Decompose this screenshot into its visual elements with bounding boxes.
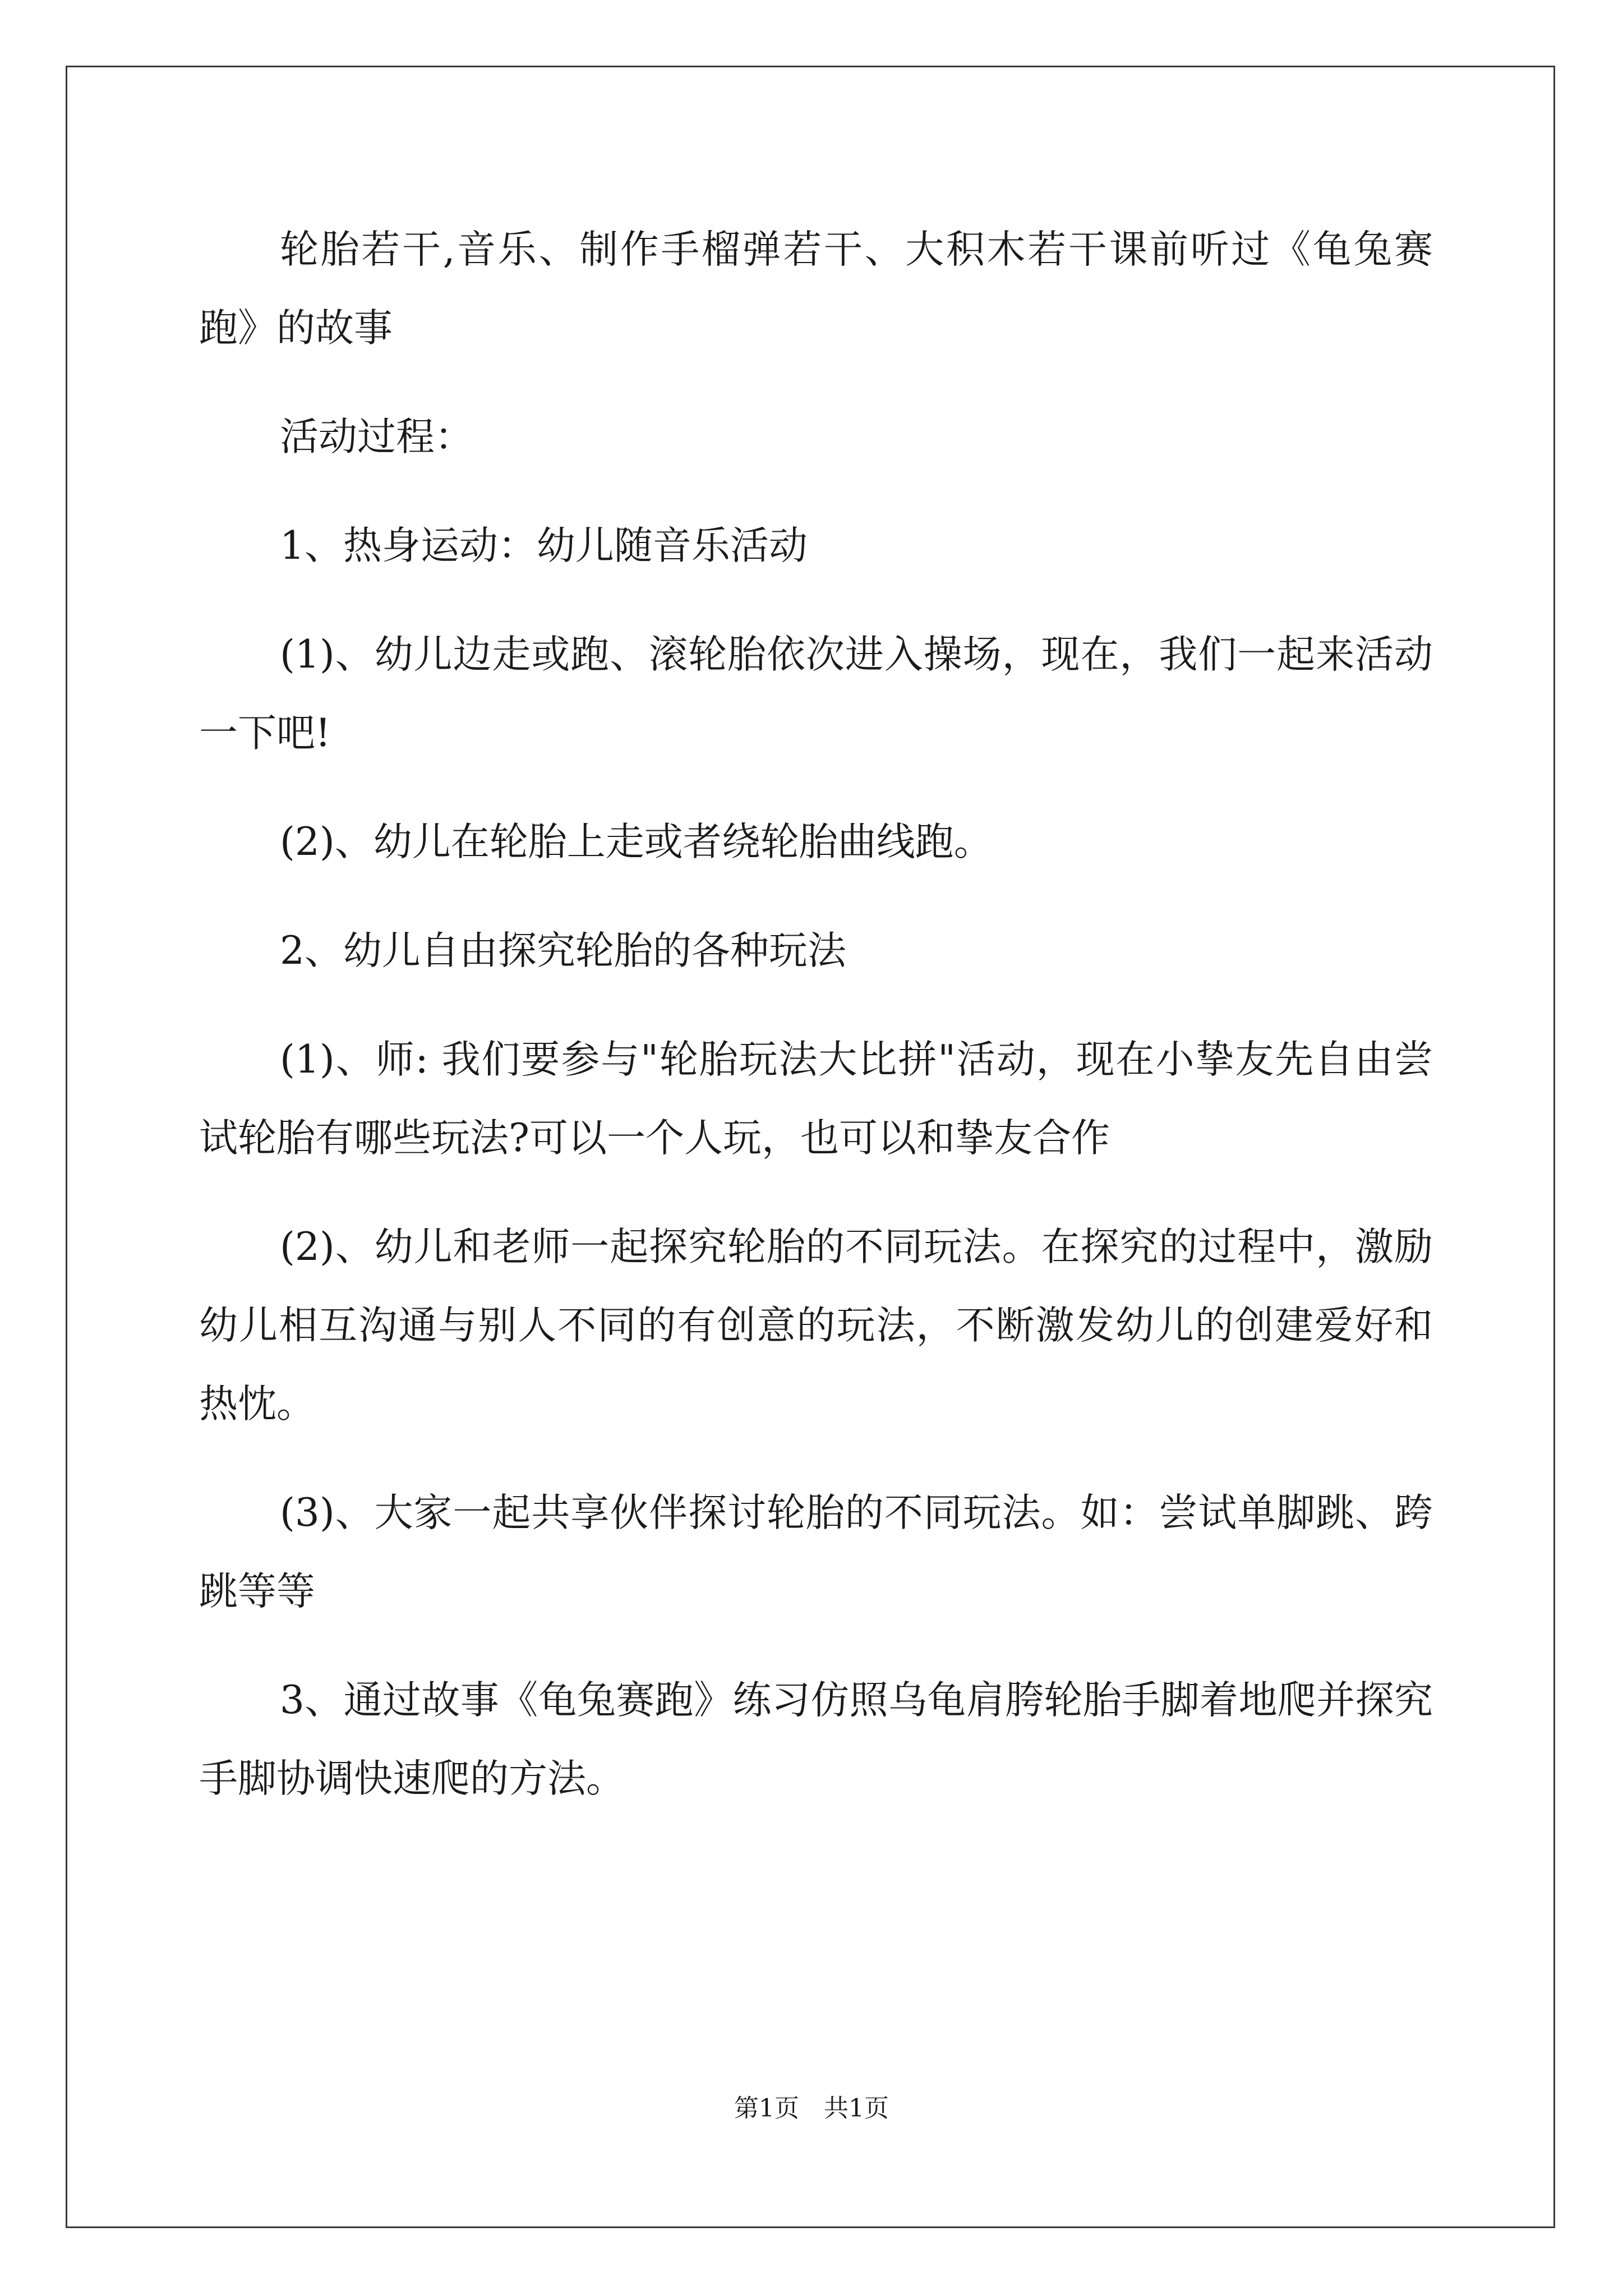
page-footer: 第1页 共1页 bbox=[734, 2094, 889, 2123]
paragraph: (1)、幼儿边走或跑、滚轮胎依次进入操场，现在，我们一起来活动一下吧! bbox=[199, 632, 1433, 756]
paragraph: (2)、幼儿在轮胎上走或者绕轮胎曲线跑。 bbox=[280, 820, 993, 864]
document-body bbox=[199, 210, 1433, 1848]
paragraph: (3)、大家一起共享伙伴探讨轮胎的不同玩法。如：尝试单脚跳、跨跳等等 bbox=[199, 1490, 1433, 1614]
paragraph: 轮胎若干,音乐、制作手榴弹若干、大积木若干课前听过《龟兔赛跑》的故事 bbox=[199, 227, 1433, 351]
paragraph: 活动过程： bbox=[280, 415, 473, 459]
paragraph: 2、幼儿自由探究轮胎的各种玩法 bbox=[280, 928, 846, 973]
paragraph: (2)、幼儿和老师一起探究轮胎的不同玩法。在探究的过程中，激励幼儿相互沟通与别人不同的有创意的玩法，不断激发幼儿的创建爱好和热忱。 bbox=[199, 1225, 1433, 1427]
paragraph: 1、热身运动：幼儿随音乐活动 bbox=[280, 523, 808, 568]
paragraph: 3、通过故事《龟兔赛跑》练习仿照乌龟肩胯轮胎手脚着地爬并探究手脚协调快速爬的方法。 bbox=[199, 1678, 1433, 1801]
paragraph: (1)、师: 我们要参与"轮胎玩法大比拼"活动，现在小挚友先自由尝试轮胎有哪些玩法?可以一个人玩，也可以和挚友合作 bbox=[199, 1037, 1433, 1161]
